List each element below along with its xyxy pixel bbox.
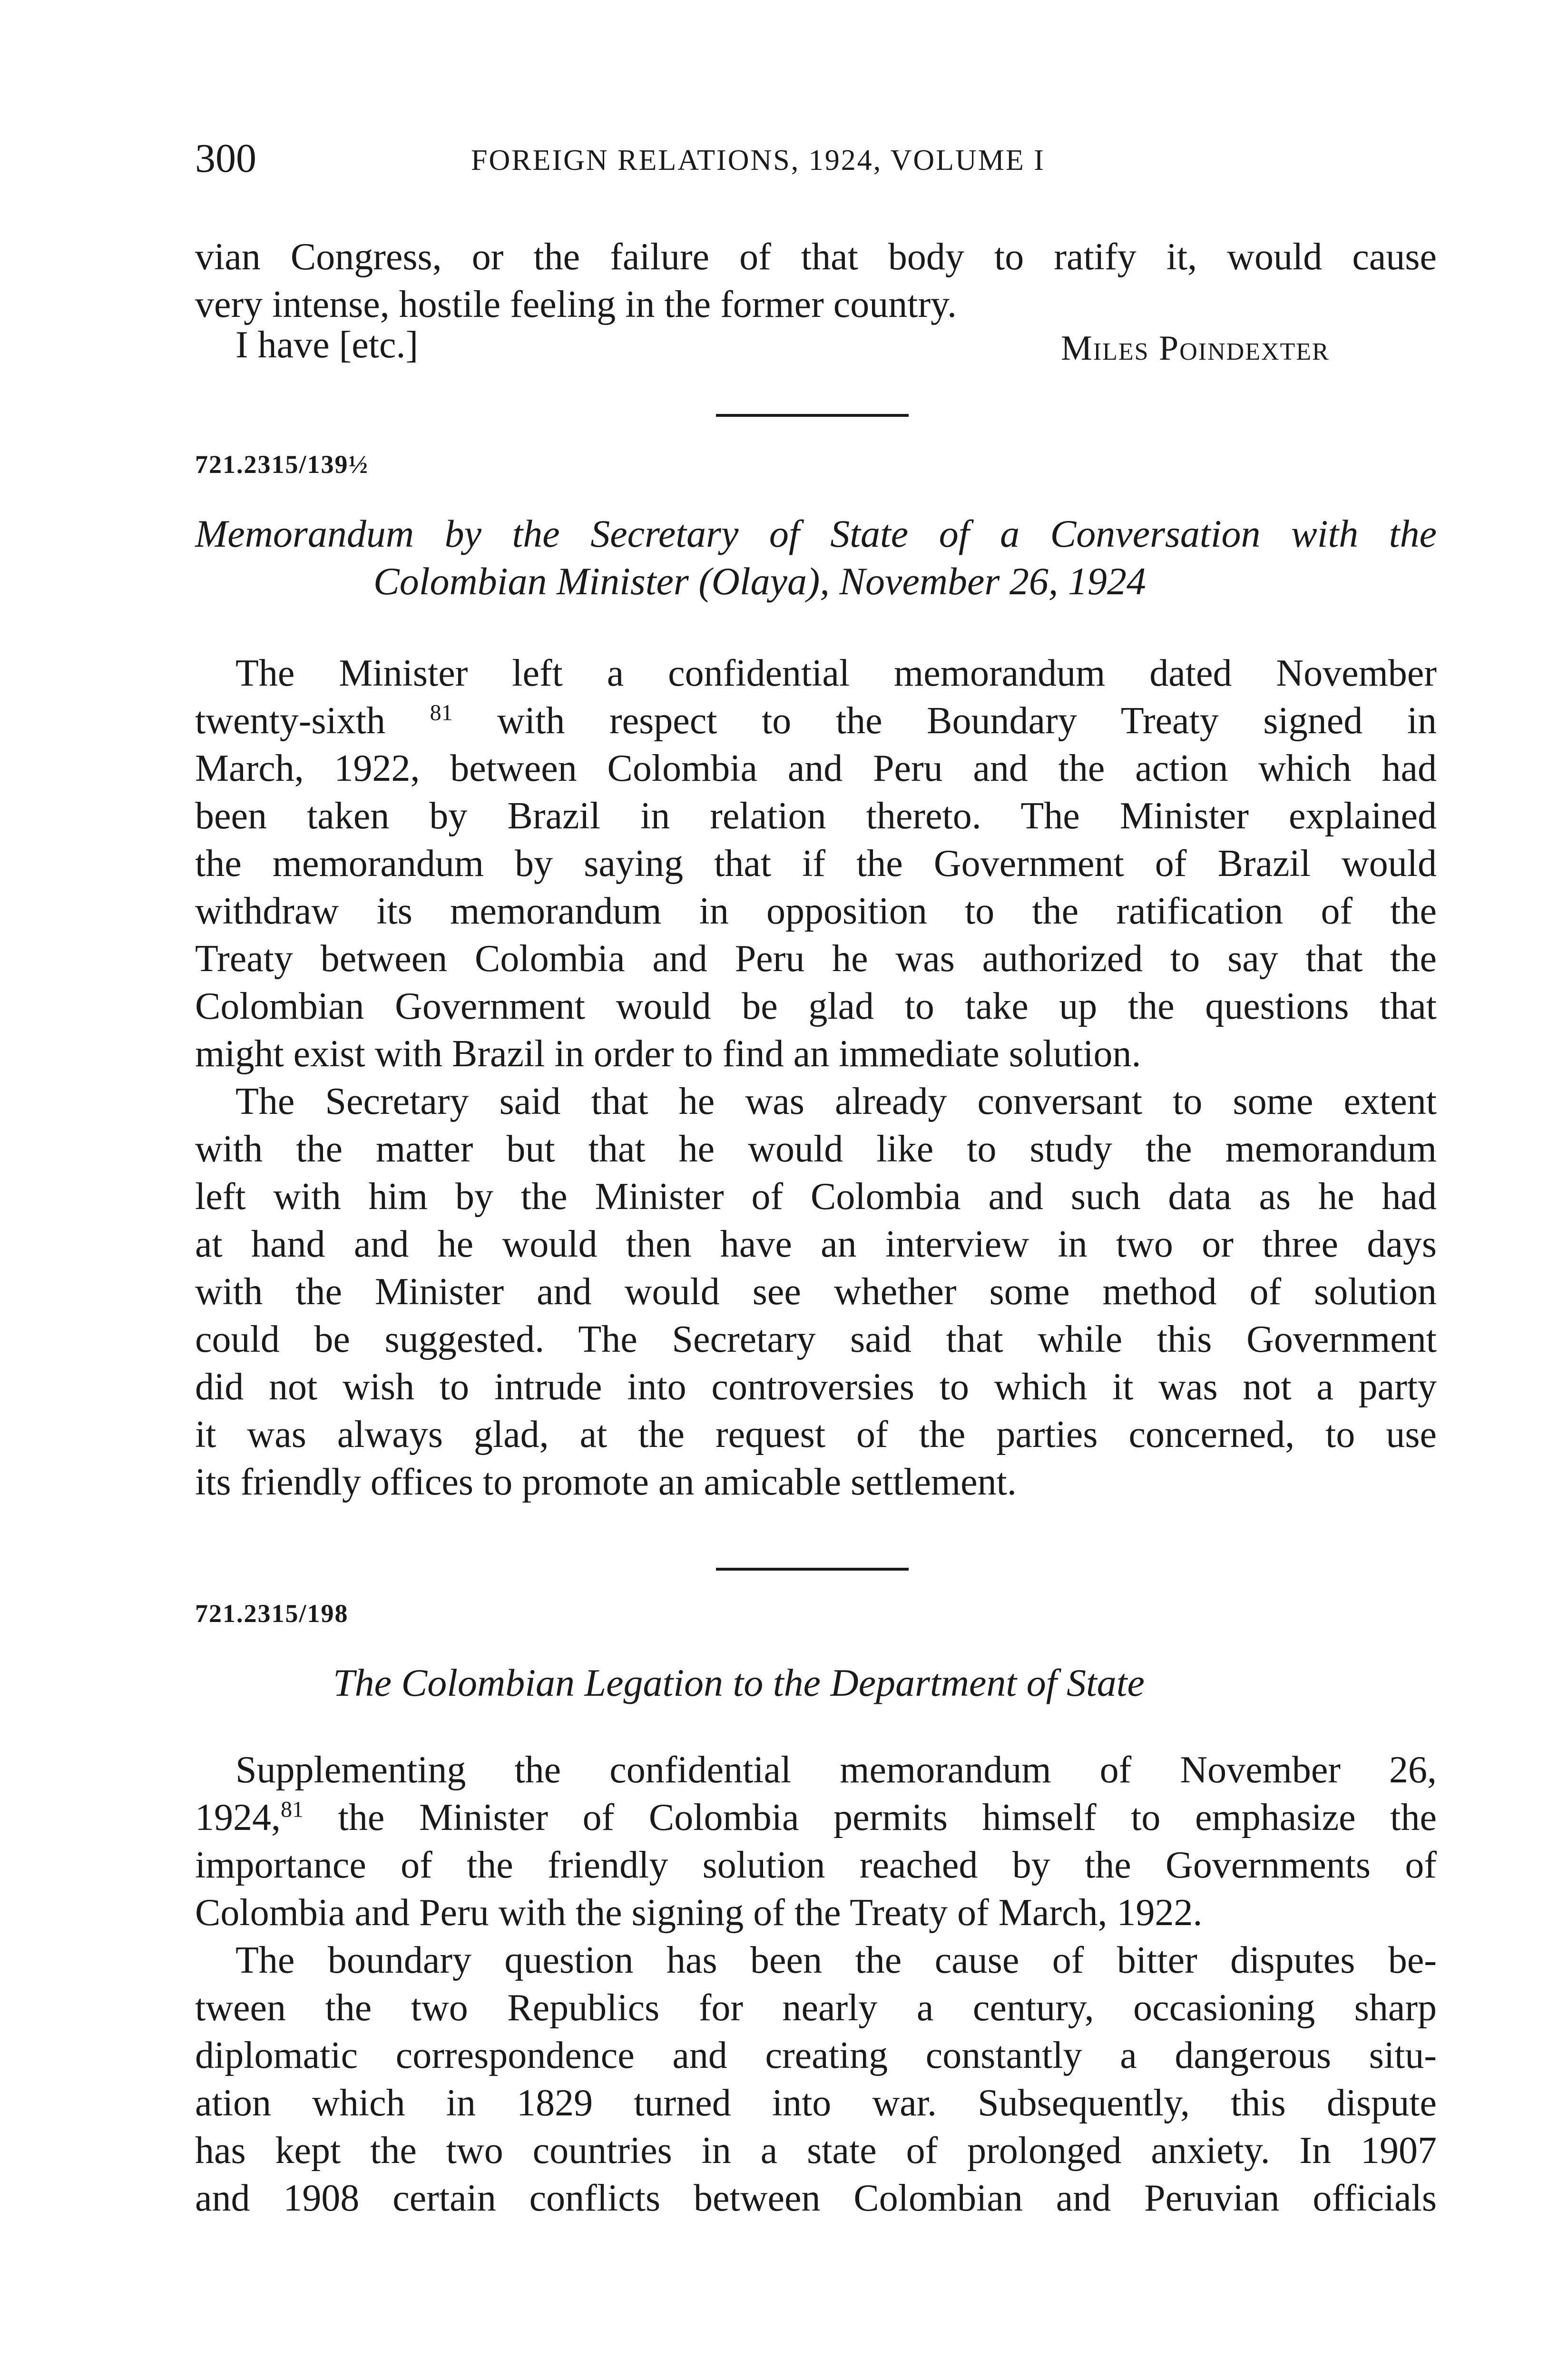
- text-line: very intense, hostile feeling in the former country.: [195, 284, 957, 325]
- text-line: March, 1922, between Colombia and Peru and the action which had: [195, 747, 1437, 789]
- text-line: the memorandum by saying that if the Government of Brazil would: [195, 843, 1437, 885]
- text-line: with the matter but that he would like to study the memorandum: [195, 1128, 1437, 1170]
- text-line: it was always glad, at the request of the parties concerned, to use: [195, 1414, 1437, 1455]
- text-line: at hand and he would then have an interview in two or three days: [195, 1223, 1437, 1265]
- text-line: withdraw its memorandum in opposition to the ratification of the: [195, 890, 1437, 932]
- file-number: 721.2315/198: [195, 1599, 349, 1628]
- section-divider: [716, 414, 909, 417]
- text-line: tween the two Republics for nearly a century, occasioning sharp: [195, 1987, 1437, 2029]
- text-line: Treaty between Colombia and Peru he was authorized to say that the: [195, 938, 1437, 980]
- closing-formula: I have [etc.]: [235, 324, 419, 366]
- text-line: vian Congress, or the failure of that body to ratify it, would cause: [195, 236, 1437, 278]
- text-line: has kept the two countries in a state of prolonged anxiety. In 1907: [195, 2130, 1437, 2172]
- text-line: The boundary question has been the cause of bitter disputes be-: [235, 1939, 1437, 1981]
- document-heading-line: Memorandum by the Secretary of State of a Conversation with the: [195, 512, 1437, 555]
- page-number: 300: [195, 135, 256, 181]
- text-line: [195, 697, 1437, 745]
- text-line: The Minister left a confidential memorandum dated November: [235, 652, 1437, 694]
- file-number: 721.2315/139½: [195, 450, 369, 479]
- text-line: could be suggested. The Secretary said that while this Government: [195, 1318, 1437, 1360]
- text-line: Supplementing the confidential memorandum of November 26,: [235, 1749, 1437, 1791]
- signature: Miles Poindexter: [1061, 329, 1330, 368]
- text-segment: twenty-sixth: [195, 700, 385, 742]
- text-line: left with him by the Minister of Colombia and such data as he had: [195, 1176, 1437, 1218]
- document-heading-line: Colombian Minister (Olaya), November 26, 1924: [373, 560, 1146, 603]
- text-line: [195, 1794, 1437, 1841]
- text-segment: with respect to the Boundary Treaty signed in: [497, 700, 1437, 742]
- text-line: might exist with Brazil in order to find an immediate solution.: [195, 1033, 1141, 1075]
- footnote-ref: 81: [430, 700, 453, 726]
- text-segment: the Minister of Colombia permits himself to emphasize the: [338, 1797, 1437, 1838]
- text-line: Colombia and Peru with the signing of the Treaty of March, 1922.: [195, 1892, 1203, 1934]
- footnote-ref: 81: [281, 1797, 304, 1822]
- text-line: ation which in 1829 turned into war. Subsequently, this dispute: [195, 2082, 1437, 2124]
- text-line: with the Minister and would see whether some method of solution: [195, 1271, 1437, 1313]
- text-line: importance of the friendly solution reached by the Governments of: [195, 1844, 1437, 1886]
- text-line: and 1908 certain conflicts between Colombian and Peruvian officials: [195, 2177, 1437, 2219]
- text-line: Colombian Government would be glad to take up the questions that: [195, 985, 1437, 1027]
- text-line: been taken by Brazil in relation thereto. The Minister explained: [195, 795, 1437, 837]
- text-line: did not wish to intrude into controversies to which it was not a party: [195, 1366, 1437, 1408]
- text-line: The Secretary said that he was already conversant to some extent: [235, 1081, 1437, 1122]
- running-header: FOREIGN RELATIONS, 1924, VOLUME I: [471, 144, 1045, 177]
- text-segment: 1924,: [195, 1797, 281, 1838]
- text-line: its friendly offices to promote an amicable settlement.: [195, 1461, 1017, 1503]
- section-divider: [716, 1568, 909, 1571]
- document-heading: The Colombian Legation to the Department of State: [333, 1661, 1145, 1704]
- text-line: diplomatic correspondence and creating constantly a dangerous situ-: [195, 2035, 1437, 2076]
